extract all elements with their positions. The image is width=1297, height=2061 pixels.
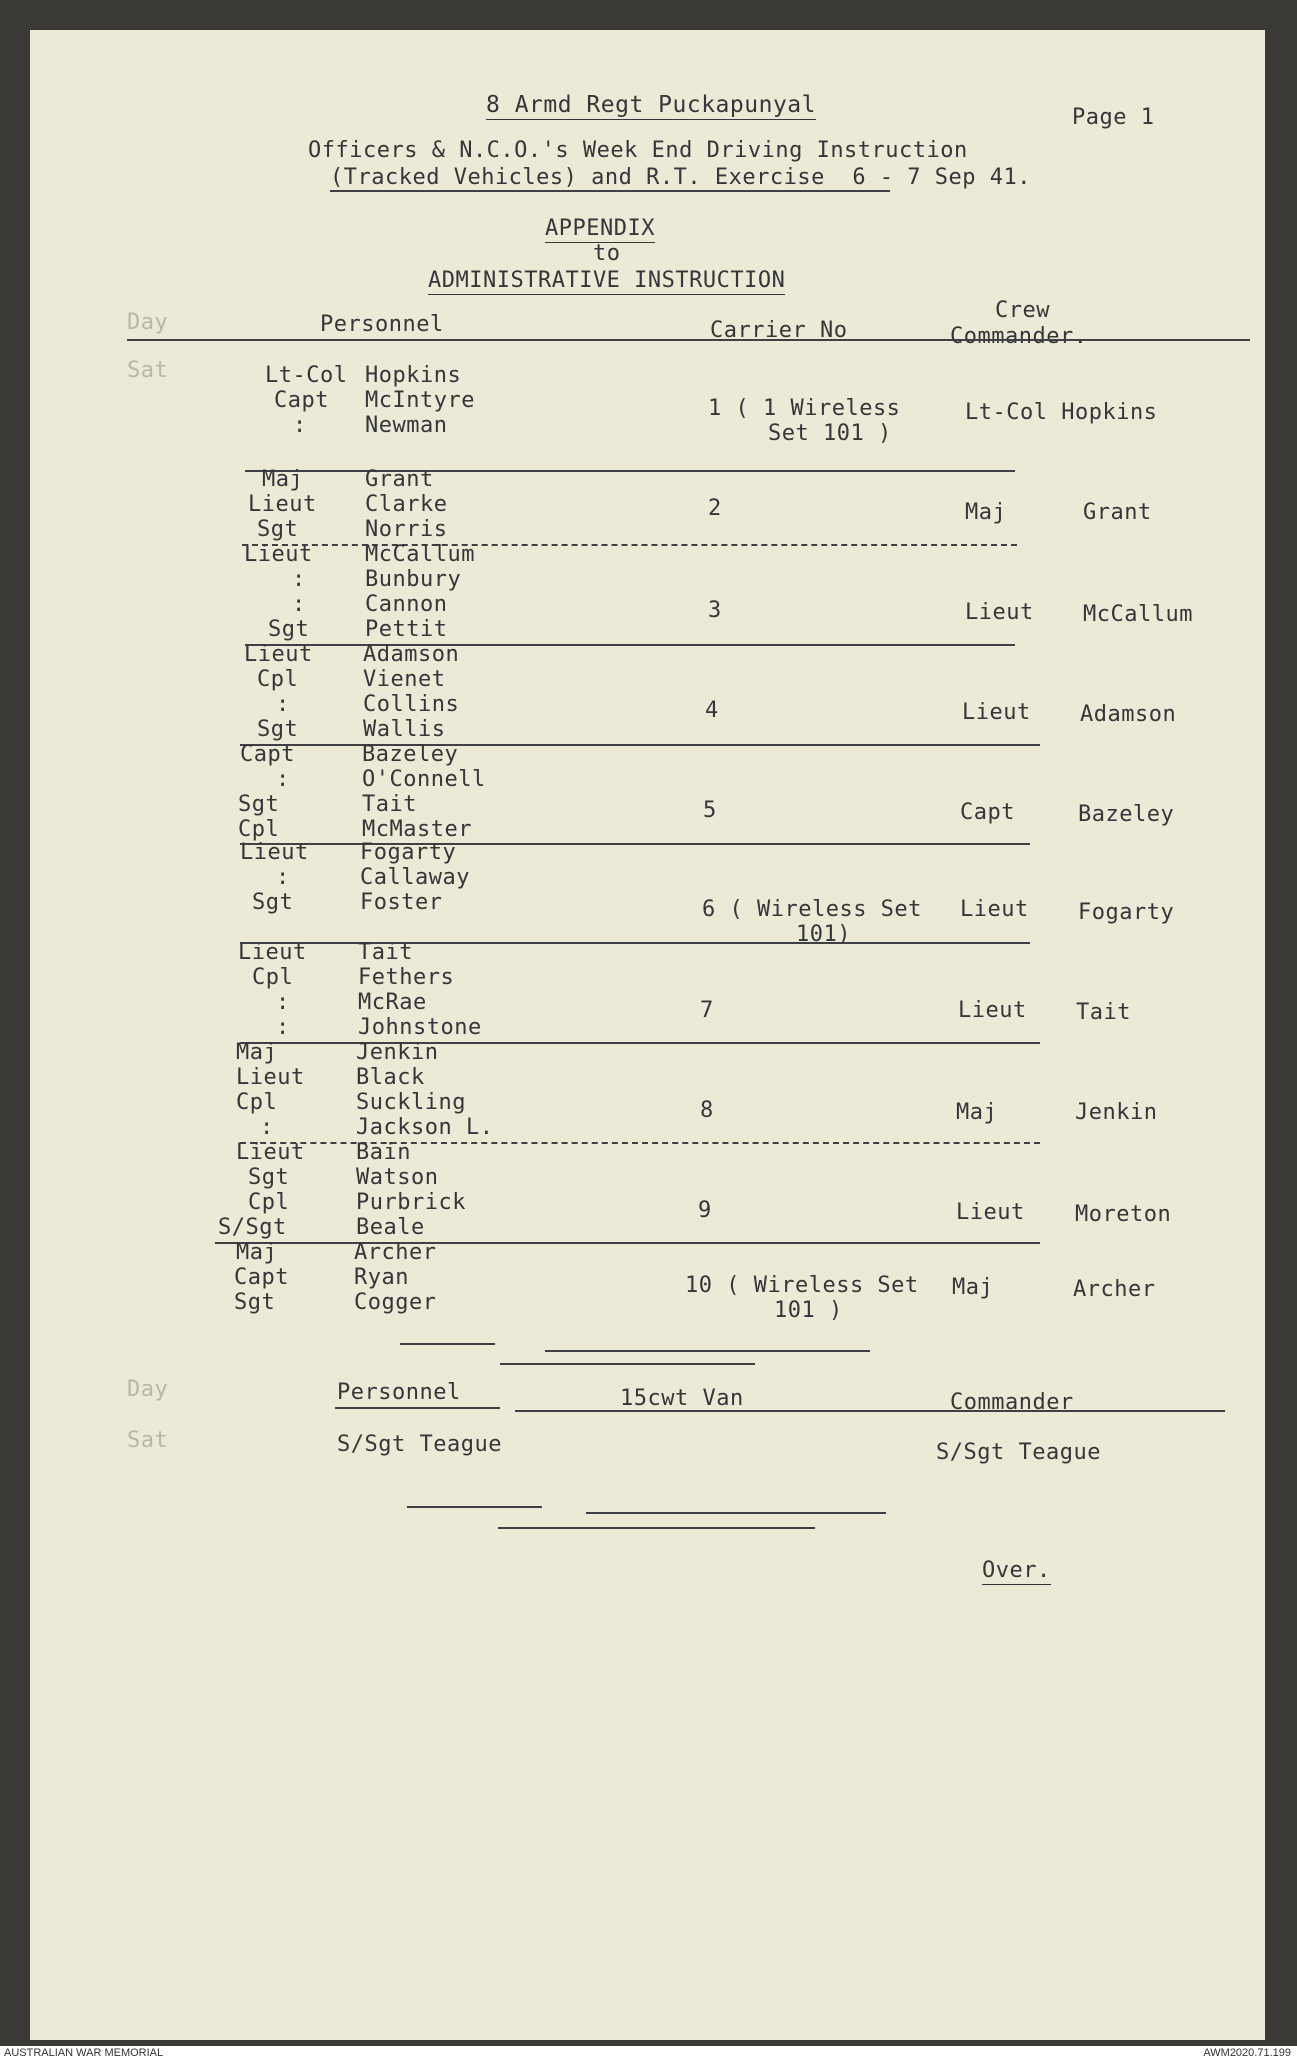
commander-rank: Lieut — [958, 998, 1027, 1023]
appendix-heading: APPENDIX — [545, 216, 655, 241]
rank: : — [276, 767, 290, 792]
personnel-name: Pettit — [365, 617, 448, 642]
appendix-to: to — [593, 241, 621, 266]
archive-footer — [0, 2046, 1297, 2061]
col-header-day: Day — [127, 310, 169, 335]
rank: Cpl — [236, 1090, 278, 1115]
header-rule — [127, 339, 1250, 341]
subtitle-line-2: (Tracked Vehicles) and R.T. Exercise 6 - 7 Sep 41. — [330, 165, 1032, 190]
personnel-name: Johnstone — [358, 1015, 482, 1040]
carrier-no: 6 ( Wireless Set — [702, 897, 922, 922]
personnel-name: McRae — [358, 990, 427, 1015]
carrier-no: 5 — [703, 798, 717, 823]
rank: Sgt — [248, 1165, 290, 1190]
row-divider — [240, 744, 1040, 746]
personnel-name: Tait — [362, 792, 417, 817]
rank: : — [276, 1015, 290, 1040]
rank: Maj — [262, 467, 304, 492]
personnel-name: Jenkin — [356, 1040, 439, 1065]
commander-rank: Capt — [960, 800, 1015, 825]
personnel-name: Fogarty — [360, 840, 457, 865]
row-divider — [240, 843, 1030, 845]
rank: Lieut — [244, 642, 313, 667]
commander-name: Moreton — [1075, 1202, 1172, 1227]
commander-name: Adamson — [1080, 702, 1177, 727]
commander-rank: Lieut — [962, 700, 1031, 725]
commander-rank: Lieut — [960, 897, 1029, 922]
day-sat: Sat — [127, 358, 169, 383]
rank: Lieut — [240, 840, 309, 865]
personnel-name: Suckling — [356, 1090, 466, 1115]
carrier-no: 4 — [705, 698, 719, 723]
rank: Maj — [236, 1040, 278, 1065]
rank: : — [292, 567, 306, 592]
carrier-no: 9 — [698, 1198, 712, 1223]
personnel-name: Ryan — [354, 1265, 409, 1290]
carrier-no-cont: Set 101 ) — [768, 421, 892, 446]
van-personnel: S/Sgt Teague — [337, 1432, 502, 1457]
commander-rank: Maj — [956, 1100, 998, 1125]
col-header-commander: Commander. — [950, 324, 1088, 349]
rank: : — [276, 692, 290, 717]
carrier-no: 7 — [700, 998, 714, 1023]
separator-line — [500, 1363, 755, 1365]
personnel-name: Purbrick — [356, 1190, 466, 1215]
carrier-no: 8 — [700, 1098, 714, 1123]
document-title: 8 Armd Regt Puckapunyal — [486, 92, 816, 118]
crew-commander: Lt-Col Hopkins — [965, 400, 1158, 425]
personnel-name: Cogger — [354, 1290, 437, 1315]
col-header-day-2: Day — [127, 1377, 169, 1402]
rank: Cpl — [248, 1190, 290, 1215]
col-header-vehicle: 15cwt Van — [620, 1386, 744, 1411]
document-page — [30, 30, 1265, 2040]
rank: Cpl — [257, 667, 299, 692]
commander-rank: Lieut — [965, 600, 1034, 625]
carrier-no: 1 ( 1 Wireless — [708, 396, 901, 421]
commander-name: Tait — [1076, 1000, 1131, 1025]
row-divider — [242, 544, 1017, 546]
separator-line — [545, 1350, 870, 1352]
personnel-name: Hopkins — [365, 363, 462, 388]
col-header-commander-2: Commander — [950, 1390, 1074, 1415]
admin-heading: ADMINISTRATIVE INSTRUCTION — [428, 268, 786, 293]
personnel-name: McMaster — [362, 817, 472, 842]
commander-rank: Maj — [965, 500, 1007, 525]
personnel-name: Wallis — [363, 717, 446, 742]
rank: S/Sgt — [218, 1215, 287, 1240]
commander-rank: Lieut — [956, 1200, 1025, 1225]
personnel-name: Grant — [365, 467, 434, 492]
personnel-name: Norris — [365, 517, 448, 542]
carrier-no: 10 ( Wireless Set — [685, 1273, 919, 1298]
commander-rank: Maj — [952, 1275, 994, 1300]
rank: Cpl — [252, 965, 294, 990]
footer-accession: AWM2020.71.199 — [1203, 2047, 1291, 2059]
footer-institution: AUSTRALIAN WAR MEMORIAL — [4, 2047, 164, 2059]
page-number: Page 1 — [1072, 105, 1155, 130]
col-header-crew: Crew — [995, 298, 1050, 323]
rank: Sgt — [257, 717, 299, 742]
personnel-name: Foster — [360, 890, 443, 915]
row-divider — [245, 644, 1015, 646]
rank: Sgt — [252, 890, 294, 915]
personnel-name: Jackson L. — [356, 1115, 494, 1140]
rank: Capt — [234, 1265, 289, 1290]
carrier-no-cont: 101) — [796, 922, 851, 947]
subtitle-underline — [330, 190, 890, 192]
commander-name: Jenkin — [1075, 1100, 1158, 1125]
rank: Sgt — [234, 1290, 276, 1315]
personnel-name: Beale — [356, 1215, 425, 1240]
personnel-name: Bazeley — [362, 742, 459, 767]
rank: Capt — [240, 742, 295, 767]
rank: Lieut — [238, 940, 307, 965]
commander-name: Archer — [1073, 1277, 1156, 1302]
rank: Sgt — [257, 517, 299, 542]
rank: Sgt — [268, 617, 310, 642]
personnel-name: Cannon — [365, 592, 448, 617]
col-header-carrier: Carrier No — [710, 318, 848, 343]
carrier-no: 2 — [708, 496, 722, 521]
col-header-personnel: Personnel — [320, 312, 444, 337]
col-header-personnel-2: Personnel — [337, 1380, 461, 1405]
commander-name: Bazeley — [1078, 802, 1175, 827]
day-sat-2: Sat — [127, 1428, 169, 1453]
personnel-name: Watson — [356, 1165, 439, 1190]
rank: Sgt — [238, 792, 280, 817]
rank: : — [292, 592, 306, 617]
separator-line — [498, 1527, 815, 1529]
header-rule-2 — [515, 1410, 1225, 1412]
personnel-name: Callaway — [360, 865, 470, 890]
rank: Capt — [274, 388, 329, 413]
over-note: Over. — [982, 1558, 1051, 1583]
rank: Lt-Col — [265, 363, 348, 388]
rank: : — [260, 1115, 274, 1140]
personnel-name: Fethers — [358, 965, 455, 990]
personnel-name: McCallum — [365, 542, 475, 567]
commander-name: Grant — [1083, 500, 1152, 525]
personnel-name: Vienet — [363, 667, 446, 692]
subtitle-line-1: Officers & N.C.O.'s Week End Driving Instruction — [308, 138, 968, 163]
personnel-name: O'Connell — [362, 767, 486, 792]
carrier-no: 3 — [708, 598, 722, 623]
rank: Lieut — [244, 542, 313, 567]
personnel-name: Bunbury — [365, 567, 462, 592]
rank: : — [276, 865, 290, 890]
personnel-name: Archer — [354, 1240, 437, 1265]
personnel-name: Bain — [356, 1140, 411, 1165]
personnel-name: Black — [356, 1065, 425, 1090]
personnel-name: Clarke — [365, 492, 448, 517]
rank: Cpl — [238, 817, 280, 842]
separator-line — [400, 1343, 495, 1345]
row-divider — [245, 470, 1015, 472]
separator-line — [407, 1506, 542, 1508]
personnel-name: Adamson — [363, 642, 460, 667]
personnel-name: Collins — [363, 692, 460, 717]
rank: : — [293, 413, 307, 438]
header-rule-2 — [335, 1407, 500, 1409]
commander-name: McCallum — [1083, 602, 1193, 627]
personnel-name: McIntyre — [365, 388, 475, 413]
carrier-no-cont: 101 ) — [774, 1298, 843, 1323]
van-commander: S/Sgt Teague — [936, 1440, 1101, 1465]
rank: Maj — [236, 1240, 278, 1265]
personnel-name: Tait — [358, 940, 413, 965]
commander-name: Fogarty — [1078, 900, 1175, 925]
row-divider — [215, 1242, 1040, 1244]
rank: Lieut — [236, 1065, 305, 1090]
rank: Lieut — [248, 492, 317, 517]
rank: Lieut — [236, 1140, 305, 1165]
personnel-name: Newman — [365, 413, 448, 438]
rank: : — [276, 990, 290, 1015]
separator-line — [586, 1512, 886, 1514]
